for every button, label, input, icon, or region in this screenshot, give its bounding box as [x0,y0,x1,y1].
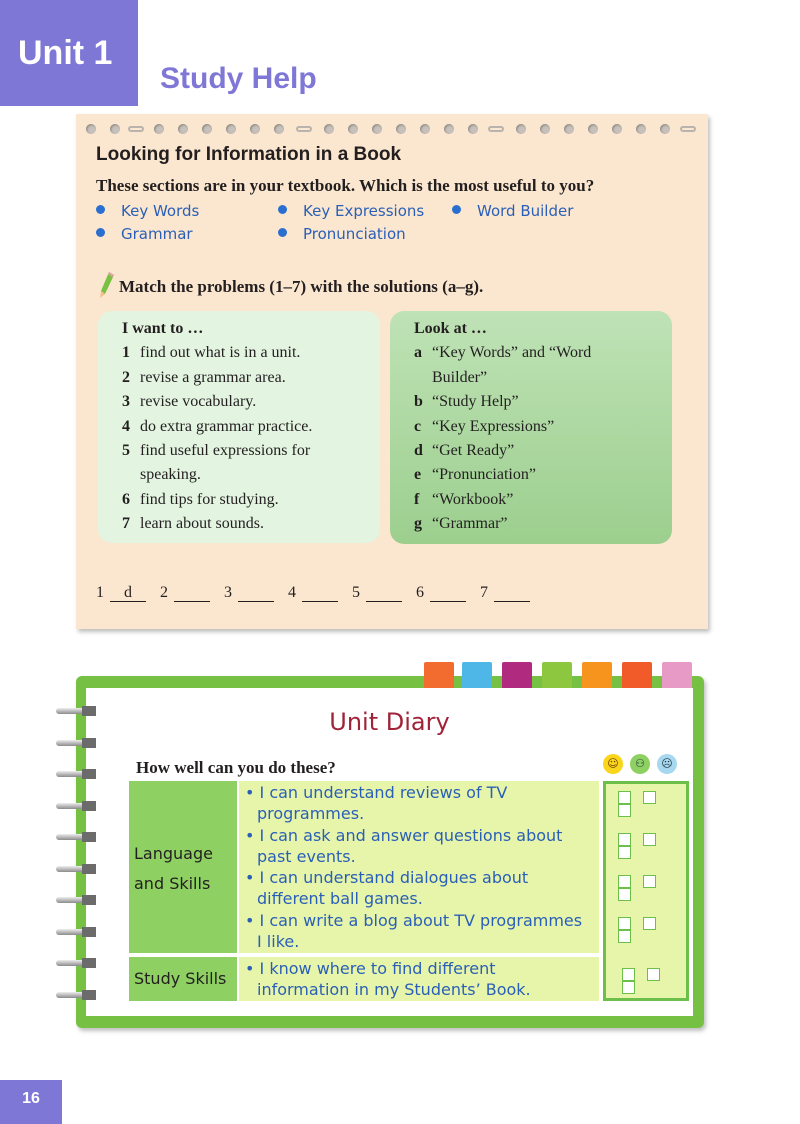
checkbox[interactable] [618,791,631,804]
option-word-builder: Word Builder [452,202,573,220]
answer-item [480,584,530,602]
solution-item [414,512,672,536]
answer-blank[interactable] [174,584,210,602]
diary-tab [462,662,492,690]
problem-item [122,439,380,463]
card-heading: Looking for Information in a Book [96,144,402,165]
bullet-icon [96,228,105,237]
diary-tab [582,662,612,690]
answer-number: 1 [96,584,104,601]
problem-item-continued [122,463,380,487]
study-skills-items [239,957,599,1001]
spiral-ring [56,801,106,811]
checkbox[interactable] [622,981,635,994]
option-grammar: Grammar [96,225,193,243]
spiral-ring [56,927,106,937]
checkbox[interactable] [618,804,631,817]
solutions-list [414,341,672,536]
checkbox[interactable] [618,888,631,901]
answer-blank[interactable] [430,584,466,602]
problem-number: 5 [122,442,130,460]
diary-tab [542,662,572,690]
option-key-words: Key Words [96,202,199,220]
answer-number: 6 [416,584,424,601]
diary-item: • I can ask and answer questions about past events. [245,825,563,866]
problem-item [122,390,380,414]
spiral-ring [56,990,106,1000]
problem-number: 7 [122,515,130,533]
option-pronunciation: Pronunciation [278,225,406,243]
bullet-icon [96,205,105,214]
spiral-ring [56,832,106,842]
answer-number: 5 [352,584,360,601]
problem-number: 2 [122,368,130,386]
problem-item [122,415,380,439]
problem-item [122,341,380,365]
solutions-heading: Look at … [414,320,487,337]
spiral-ring [56,958,106,968]
solution-letter: d [414,442,423,460]
solutions-panel [390,311,672,544]
problem-text: speaking. [140,466,201,484]
neutral-face-icon: ⚇ [630,754,650,774]
diary-table [129,781,689,1003]
bullet-icon [452,205,461,214]
problem-number: 4 [122,417,130,435]
problem-text: revise vocabulary. [140,393,257,411]
answer-number: 3 [224,584,232,601]
problem-item [122,512,380,536]
solution-item-continued [414,366,672,390]
checkbox[interactable] [647,968,660,981]
rating-row [622,968,686,994]
answer-number: 2 [160,584,168,601]
problem-text: find useful expressions for [140,442,311,460]
diary-item: • I can understand dialogues about different ball games. [245,868,529,909]
solution-text: “Key Expressions” [432,417,555,435]
spiral-ring [56,738,106,748]
spiral-ring [56,706,106,716]
answer-item [96,584,146,602]
pencil-icon [100,272,114,298]
solution-item [414,390,672,414]
answer-line [96,584,544,602]
option-key-expressions: Key Expressions [278,202,424,220]
sad-face-icon: ☹ [657,754,677,774]
language-skills-items [239,781,599,953]
answer-item [352,584,402,602]
solution-letter: a [414,344,422,362]
solution-text: “Get Ready” [432,442,515,460]
solution-letter: e [414,466,422,484]
checkbox[interactable] [643,917,656,930]
diary-question: How well can you do these? [136,758,336,777]
section-title: Study Help [160,62,317,95]
problem-text: find tips for studying. [140,490,279,508]
solution-letter: c [414,417,422,435]
rating-row [618,917,686,943]
answer-blank[interactable] [238,584,274,602]
answer-item [160,584,210,602]
solution-letter: b [414,393,423,411]
unit-label: Unit 1 [0,0,138,106]
rating-checkboxes [603,781,689,1001]
problems-panel [98,311,380,543]
happy-face-icon: ☺ [603,754,623,774]
solution-text: “Grammar” [432,515,508,533]
problems-list [122,341,380,536]
diary-item: • I can write a blog about TV programmes I like. [245,910,583,952]
page-number: 16 [0,1080,62,1124]
problem-number: 6 [122,490,130,508]
answer-blank[interactable] [302,584,338,602]
rating-row [618,875,686,901]
spiral-ring [56,864,106,874]
answer-number: 7 [480,584,488,601]
answer-blank[interactable]: d [110,584,146,602]
bullet-icon [278,205,287,214]
answer-item [288,584,338,602]
problem-text: find out what is in a unit. [140,344,301,362]
category-study-skills: Study Skills [129,957,237,1001]
spiral-ring [56,895,106,905]
checkbox[interactable] [643,875,656,888]
answer-blank[interactable] [494,584,530,602]
checkbox[interactable] [618,930,631,943]
diary-page [86,688,693,1016]
diary-tab [662,662,692,690]
checkbox[interactable] [618,875,631,888]
checkbox[interactable] [618,833,631,846]
solution-text: “Key Words” and “Word [432,344,592,362]
problem-item [122,488,380,512]
checkbox[interactable] [643,833,656,846]
solution-text: “Workbook” [432,490,514,508]
checkbox[interactable] [643,791,656,804]
diary-title: Unit Diary [329,708,450,736]
answer-item [224,584,274,602]
problem-number: 3 [122,393,130,411]
answer-item [416,584,466,602]
instruction: Match the problems (1–7) with the solutions (a–g). [100,266,483,297]
diary-tab [502,662,532,690]
binder-holes [76,120,708,140]
solution-letter: g [414,515,422,533]
solution-item [414,463,672,487]
answer-blank[interactable] [366,584,402,602]
problem-item [122,366,380,390]
diary-tab [424,662,454,690]
problems-heading: I want to … [122,320,204,337]
bullet-icon [278,228,287,237]
problem-text: do extra grammar practice. [140,417,313,435]
solution-item [414,488,672,512]
info-card [76,114,708,629]
problem-number: 1 [122,344,130,362]
checkbox[interactable] [622,968,635,981]
diary-tab [622,662,652,690]
checkbox[interactable] [618,917,631,930]
card-question: These sections are in your textbook. Which is the most useful to you? [96,176,595,195]
diary-item: • I know where to find different information in my Students’ Book. [245,959,531,1000]
solution-item [414,341,672,365]
rating-row [618,791,686,817]
solution-item [414,439,672,463]
solution-text: “Study Help” [432,393,519,411]
rating-row [618,833,686,859]
solution-letter: f [414,490,420,508]
spiral-ring [56,769,106,779]
solution-text: “Pronunciation” [432,466,536,484]
problem-text: revise a grammar area. [140,368,286,386]
checkbox[interactable] [618,846,631,859]
category-language-skills: Language and Skills [129,781,237,953]
answer-number: 4 [288,584,296,601]
unit-diary [76,676,704,1028]
solution-item [414,415,672,439]
diary-item: • I can understand reviews of TV programmes. [245,783,508,824]
section-options [96,202,696,250]
solution-text: Builder” [432,368,488,386]
problem-text: learn about sounds. [140,515,264,533]
